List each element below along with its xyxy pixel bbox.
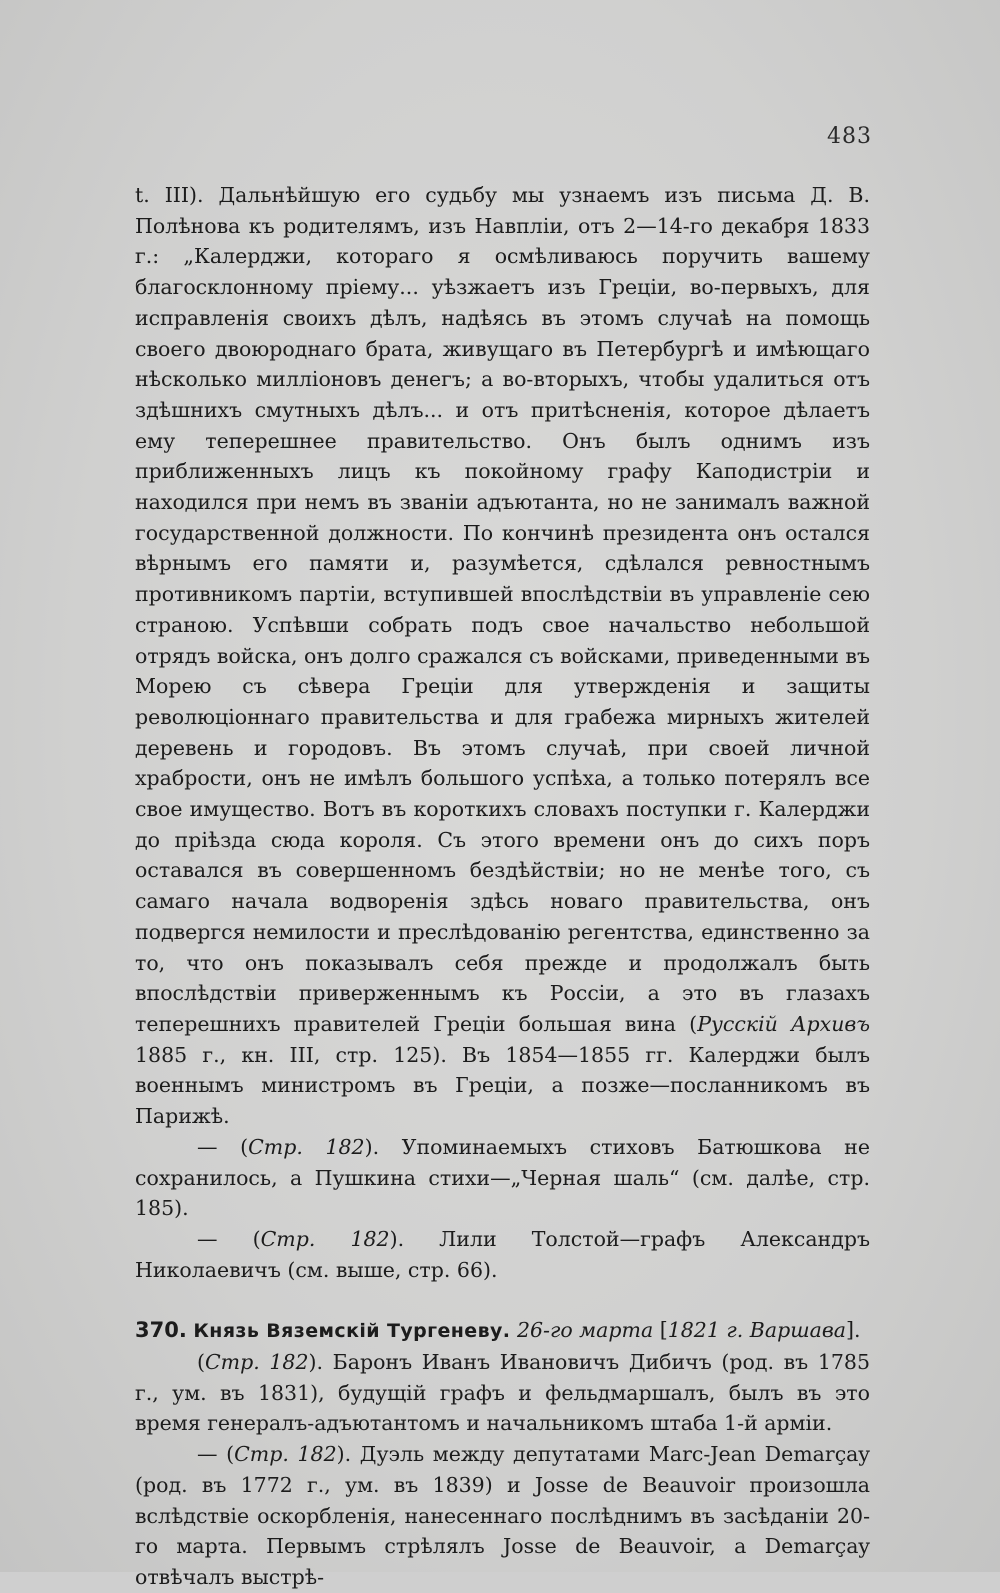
letter-number: 370. bbox=[135, 1318, 187, 1343]
letter-heading bbox=[135, 1315, 870, 1347]
bracket-close: ]. bbox=[846, 1318, 861, 1343]
page-reference: Стр. 182 bbox=[234, 1442, 337, 1467]
paragraph-text: 1885 г., кн. III, стр. 125). Въ 1854—1855 гг. Калерджи былъ военнымъ министромъ въ Греціи, а позже—посланникомъ въ Парижѣ. bbox=[135, 1042, 870, 1129]
note-dash: — ( bbox=[197, 1134, 249, 1159]
paragraph-text: t. III). Дальнѣйшую его судьбу мы узнаемъ изъ письма Д. В. Полѣнова къ родителямъ, изъ Навпліи, отъ 2—14-го декабря 1833 г.: „Калерджи, котораго я осмѣливаюсь поручить вашему благосклонному пріему... уѣзжаетъ изъ Греціи, во-первыхъ, для исправленія своихъ дѣлъ, надѣясь въ этомъ случаѣ на помощь своего двоюроднаго брата, живущаго въ Петербургѣ и имѣющаго нѣсколько милліоновъ денегъ; а во-вторыхъ, чтобы удалиться отъ здѣшнихъ смутныхъ дѣлъ... и отъ притѣсненія, которое дѣлаетъ ему теперешнее правительство. Онъ былъ однимъ изъ приближенныхъ лицъ къ покойному графу Каподистріи и находился при немъ въ званіи адъютанта, но не занималъ важной государственной должности. По кончинѣ президента онъ остался вѣрнымъ его памяти и, разумѣется, сдѣлался ревностнымъ противникомъ партіи, вступившей впослѣдствіи въ управленіе сею страною. Успѣвши собрать подъ свое начальство небольшой отрядъ войска, онъ долго сражался съ войсками, приведенными въ Морею съ сѣвера Греціи для утвержденія и защиты революціоннаго правительства и для грабежа мирныхъ жителей деревень и городовъ. Въ этомъ случаѣ, при своей личной храбрости, онъ не имѣлъ большого успѣха, а только потерялъ все свое имущество. Вотъ въ короткихъ словахъ поступки г. Калерджи до пріѣзда сюда короля. Съ этого времени онъ до сихъ поръ оставался въ совершенномъ бездѣйствіи; но не менѣе того, съ самаго начала водворенія здѣсь новаго правительства, онъ подвергся немилости и преслѣдованію регентства, единственно за то, что онъ показывалъ себя прежде и продолжалъ быть впослѣдствіи приверженнымъ къ Россіи, а это въ глазахъ теперешнихъ правителей Греціи большая вина ( bbox=[135, 183, 870, 1036]
note-dash: — ( bbox=[197, 1442, 235, 1467]
note-duel bbox=[135, 1439, 870, 1593]
page-reference: Стр. 182 bbox=[248, 1134, 365, 1159]
paragraph-kalerdzhi bbox=[135, 180, 870, 1132]
letter-place: 1821 г. Варшава bbox=[667, 1318, 847, 1343]
letter-date: 26-го марта bbox=[516, 1318, 654, 1343]
note-text: ). Дуэль между депутатами Marc-Jean Demarçay (род. въ 1772 г., ум. въ 1839) и Josse de Beauvoir произошла вслѣдствіе оскорбленія, нанесеннаго послѣднимъ въ засѣданіи 20-го марта. Первымъ стрѣлялъ Josse de Beauvoir, а Demarçay отвѣчалъ выстрѣ- bbox=[135, 1442, 870, 1589]
note-text: ). Упоминаемыхъ стиховъ Батюшкова не сохранилось, а Пушкина стихи—„Черная шаль“ (см. далѣе, стр. 185). bbox=[135, 1134, 870, 1221]
page-reference: Стр. 182 bbox=[205, 1350, 309, 1375]
source-title: Русскій Архивъ bbox=[697, 1011, 870, 1036]
bracket-open: [ bbox=[659, 1318, 668, 1343]
note-lili-tolstoy bbox=[135, 1224, 870, 1285]
page-number: 483 bbox=[827, 124, 872, 149]
page-reference: Стр. 182 bbox=[260, 1226, 390, 1251]
note-text: ). Баронъ Иванъ Ивановичъ Дибичъ (род. въ 1785 г., ум. въ 1831), будущій графъ и фельдмаршалъ, былъ въ это время генералъ-адъютантомъ и начальникомъ штаба 1-й арміи. bbox=[135, 1350, 870, 1436]
note-dibich bbox=[135, 1347, 870, 1439]
note-dash: — ( bbox=[197, 1226, 261, 1251]
letter-title: Князь Вяземскій Тургеневу. bbox=[193, 1320, 511, 1343]
section-gap bbox=[135, 1285, 870, 1315]
note-paren: ( bbox=[197, 1350, 205, 1375]
page-body bbox=[135, 180, 870, 1593]
note-batyushkov bbox=[135, 1132, 870, 1224]
note-text: ). Лили Толстой—графъ Александръ Николаевичъ (см. выше, стр. 66). bbox=[135, 1226, 870, 1282]
